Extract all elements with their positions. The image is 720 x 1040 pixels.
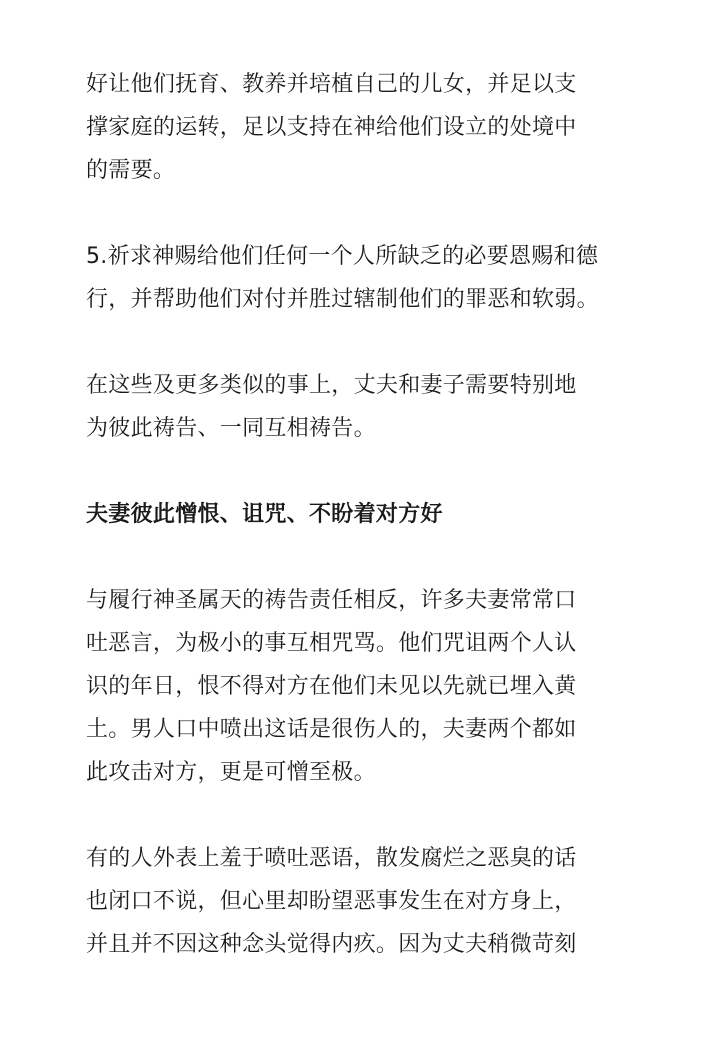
paragraph (86, 837, 634, 966)
heading-text: 夫妻彼此憎恨、诅咒、不盼着对方好 (86, 502, 443, 527)
text-line: 与履行神圣属天的祷告责任相反，许多夫妻常常口 (86, 588, 577, 613)
text-line: 吐恶言，为极小的事互相咒骂。他们咒诅两个人认 (86, 631, 577, 656)
text-line: 在这些及更多类似的事上，丈夫和妻子需要特别地 (86, 373, 577, 398)
text-line: 的需要。 (86, 158, 176, 183)
text-line: 为彼此祷告、一同互相祷告。 (86, 416, 376, 441)
text-line: 也闭口不说，但心里却盼望恶事发生在对方身上， (86, 889, 577, 914)
paragraph (86, 63, 634, 192)
text-line: 识的年日，恨不得对方在他们未见以先就已埋入黄 (86, 674, 577, 699)
text-line: 行，并帮助他们对付并胜过辖制他们的罪恶和软弱。 (86, 287, 599, 312)
paragraph (86, 364, 634, 450)
section-heading (86, 493, 634, 536)
paragraph (86, 235, 634, 321)
text-line: 并且并不因这种念头觉得内疚。因为丈夫稍微苛刻 (86, 932, 577, 957)
text-line: 撑家庭的运转，足以支持在神给他们设立的处境中 (86, 115, 577, 140)
paragraph (86, 579, 634, 794)
text-line: 此攻击对方，更是可憎至极。 (86, 760, 376, 785)
text-line: 5.祈求神赐给他们任何一个人所缺乏的必要恩赐和德 (86, 244, 599, 269)
text-line: 土。男人口中喷出这话是很伤人的，夫妻两个都如 (86, 717, 577, 742)
text-line: 好让他们抚育、教养并培植自己的儿女，并足以支 (86, 72, 577, 97)
text-line: 有的人外表上羞于喷吐恶语，散发腐烂之恶臭的话 (86, 846, 577, 871)
